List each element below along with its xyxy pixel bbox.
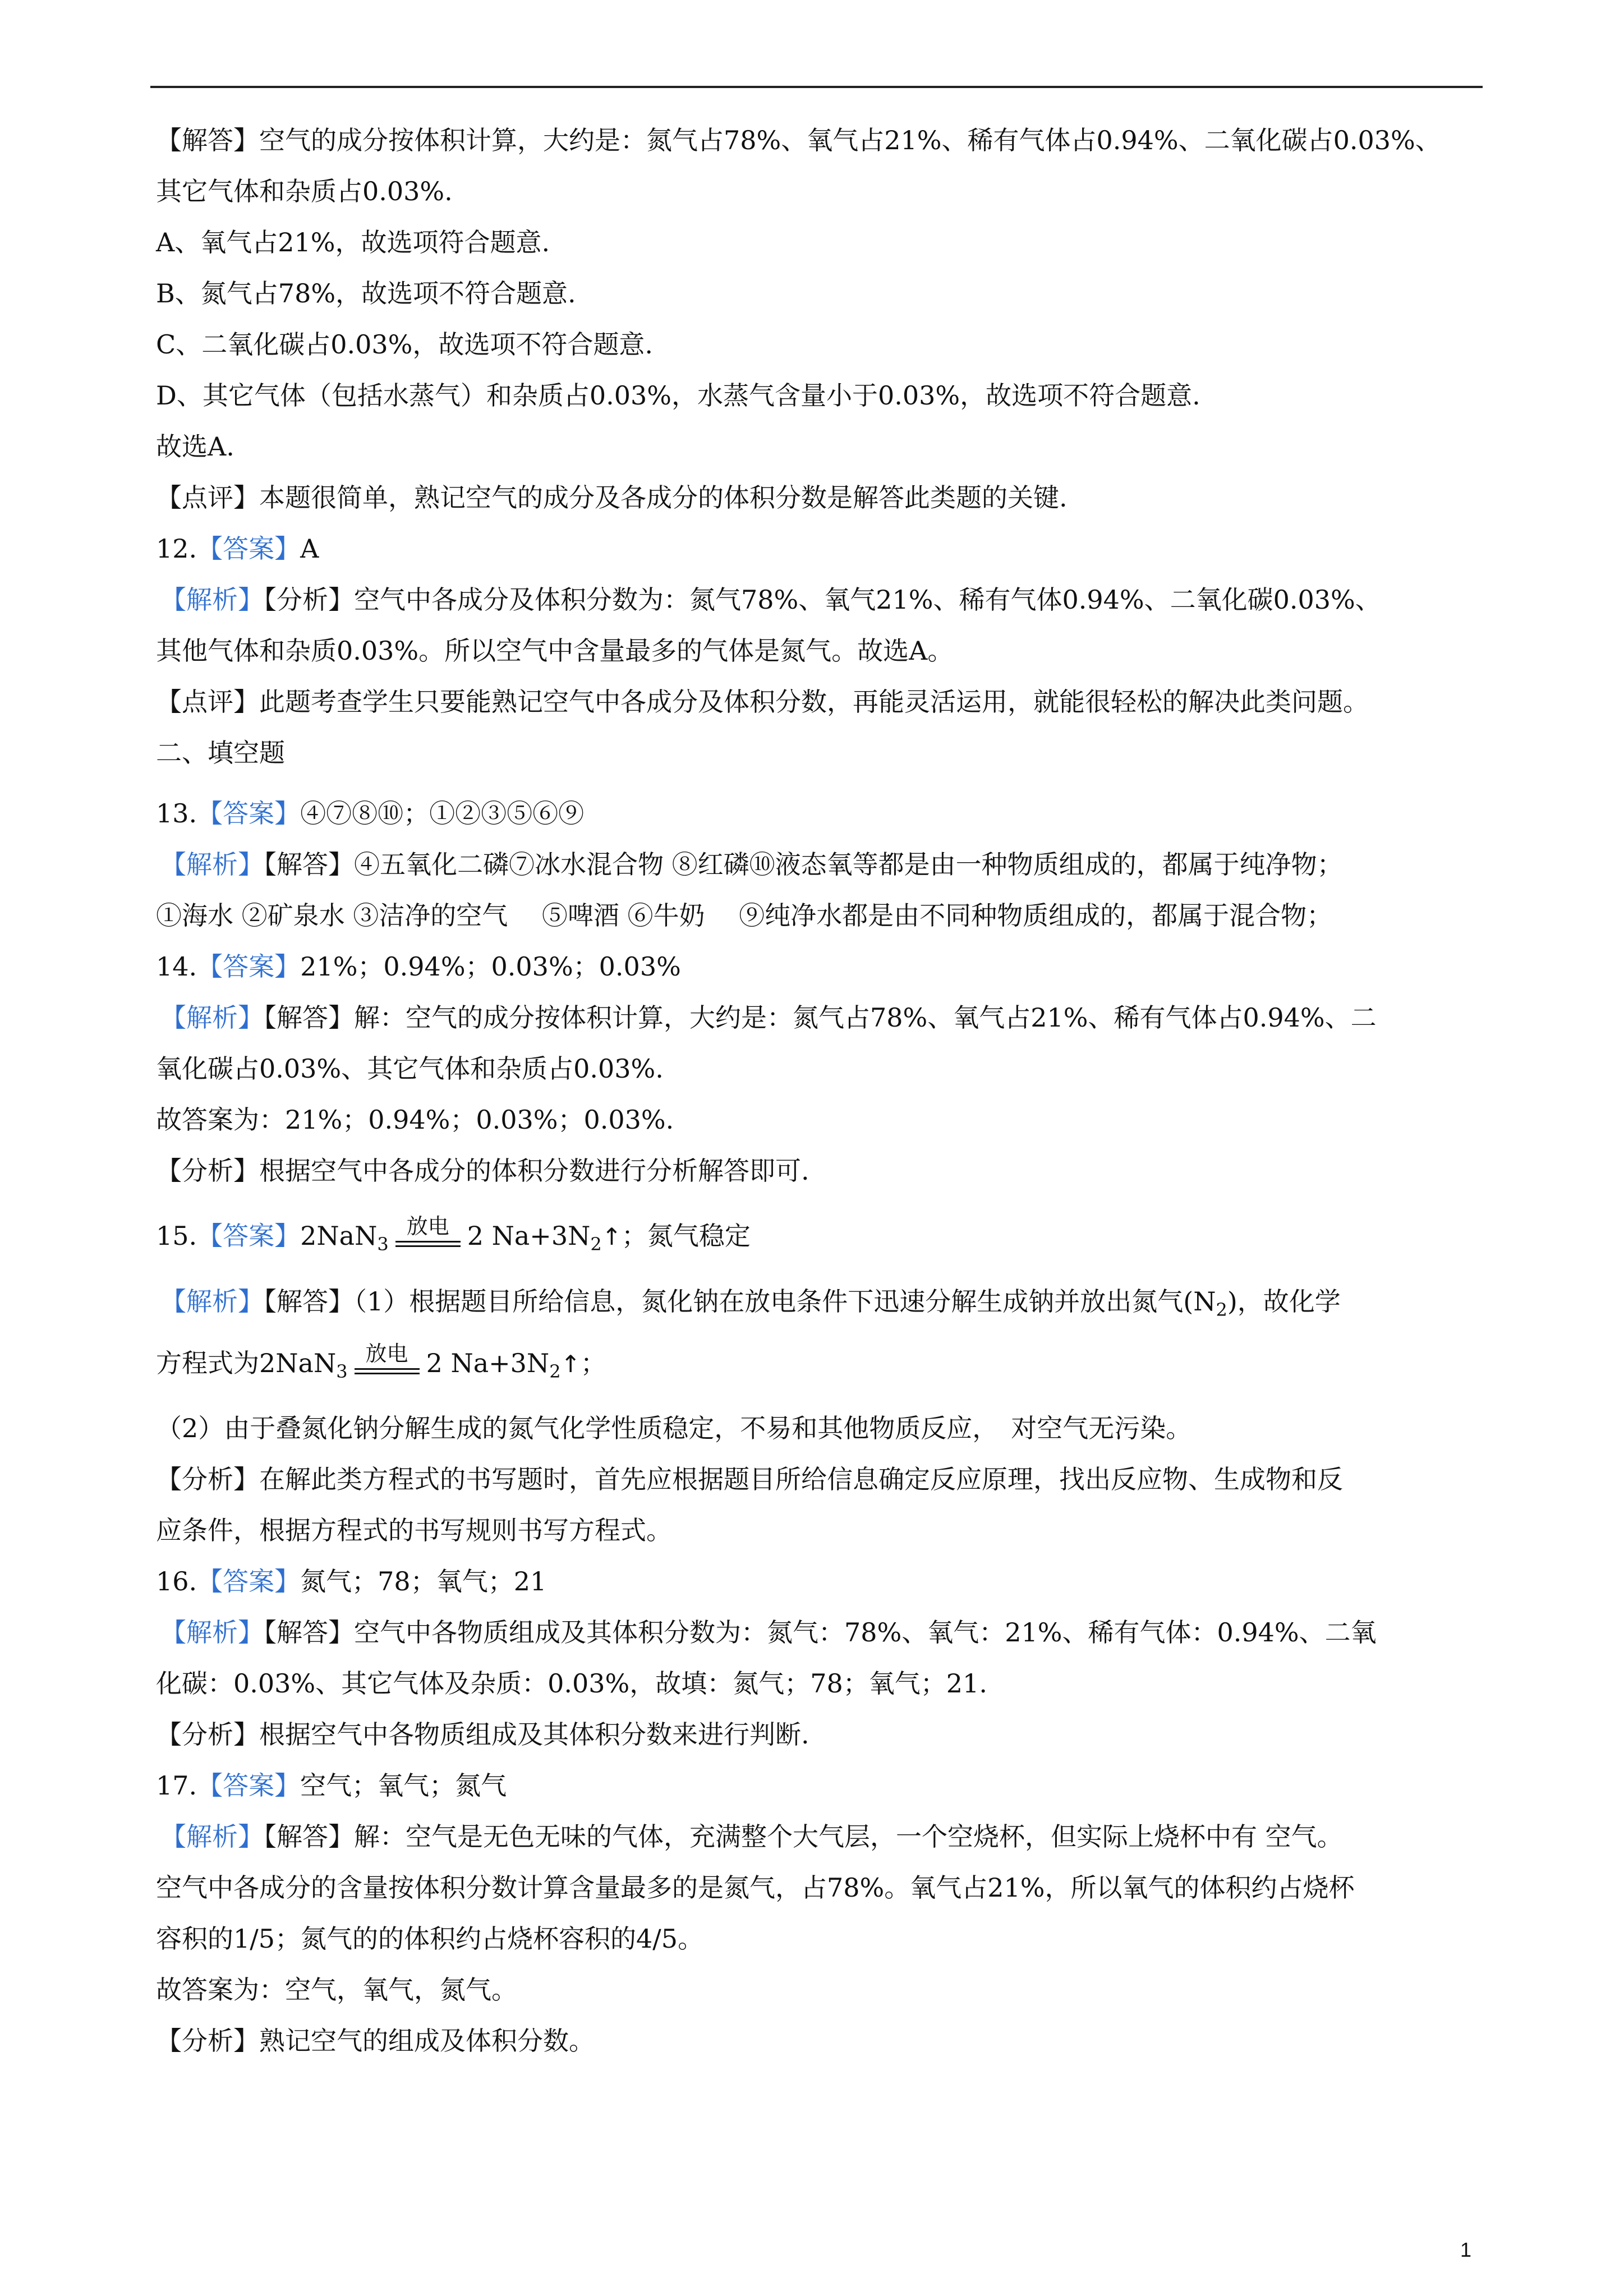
q14-number: 14. <box>156 951 197 982</box>
q12-answer: A <box>300 533 319 564</box>
text-span: 【解答】④五氧化二磷⑦冰水混合物 ⑧红磷⑩液态氧等都是由一种物质组成的，都属于纯净物； <box>264 849 1343 880</box>
formula-subscript: 3 <box>377 1234 389 1255</box>
q13-answer-line <box>156 797 584 830</box>
text-line: 氧化碳占0.03%、其它气体和杂质占0.03%. <box>156 1053 664 1084</box>
page-number: 1 <box>1460 2238 1472 2261</box>
text-line: 【解答】空气的成分按体积计算，大约是：氮气占78%、氧气占21%、稀有气体占0.94%、二氧化碳占0.03%、 <box>156 125 1441 155</box>
text-line: D、其它气体（包括水蒸气）和杂质占0.03%，水蒸气含量小于0.03%，故选项不符合题意. <box>156 380 1200 411</box>
analysis-tag: 【解析】 <box>160 1821 264 1852</box>
text-line: 其它气体和杂质占0.03%. <box>156 176 453 206</box>
q13-number: 13. <box>156 798 197 829</box>
q14-answer-line <box>156 950 681 983</box>
text-line: 故答案为：21%；0.94%；0.03%；0.03%. <box>156 1105 674 1135</box>
text-line: 故答案为：空气，氧气，氮气。 <box>156 1975 517 2005</box>
text-line: 化碳：0.03%、其它气体及杂质：0.03%，故填：氮气；78；氧气；21. <box>156 1668 987 1699</box>
q12-number: 12. <box>156 533 197 564</box>
condition-text: 放电 <box>406 1214 449 1239</box>
text-span: 【解答】空气中各物质组成及其体积分数为：氮气：78%、氧气：21%、稀有气体：0.94%、二氧 <box>264 1617 1377 1648</box>
condition-text: 放电 <box>365 1341 408 1366</box>
q15-equation-line: 方程式为2NaN$_3$ 放电 2 $Na+3N_2↑$； <box>156 1341 606 1394</box>
answer-tag: 【答案】 <box>197 1770 301 1801</box>
formula-subscript: 3 <box>336 1361 348 1382</box>
text-line: 其他气体和杂质0.03%。所以空气中含量最多的气体是氮气。故选A。 <box>156 636 954 666</box>
q14-analysis-line <box>160 1001 1377 1034</box>
answer-tag: 【答案】 <box>197 1566 301 1596</box>
text-line: 【点评】此题考查学生只要能熟记空气中各成分及体积分数，再能灵活运用，就能很轻松的解决此类问题。 <box>156 687 1369 717</box>
q17-number: 17. <box>156 1770 197 1801</box>
q15-number: 15. <box>156 1221 197 1251</box>
formula-text: 2 Na+3N <box>426 1348 550 1378</box>
q12-answer-line <box>156 532 319 565</box>
formula-text: 方程式为2NaN <box>156 1348 337 1378</box>
answer-tag: 【答案】 <box>197 798 301 829</box>
text-line: 故选A. <box>156 431 234 462</box>
gas-arrow-icon: ↑ <box>601 1223 622 1250</box>
text-line: 【点评】本题很简单，熟记空气的成分及各成分的体积分数是解答此类题的关键. <box>156 482 1068 513</box>
text-line: 【分析】熟记空气的组成及体积分数。 <box>156 2026 595 2056</box>
q15-answer-line <box>156 1213 751 1267</box>
section-heading: 二、填空题 <box>156 738 285 768</box>
q17-answer: 空气；氧气；氮气 <box>300 1770 507 1801</box>
text-line: 容积的1/5；氮气的的体积约占烧杯容积的4/5。 <box>156 1924 704 1954</box>
text-line: 【分析】在解此类方程式的书写题时，首先应根据题目所给信息确定反应原理，找出反应物、生成物和反 <box>156 1464 1343 1494</box>
analysis-tag: 【解析】 <box>160 1617 264 1648</box>
reaction-condition <box>349 1341 425 1385</box>
header-rule <box>150 86 1483 88</box>
formula-subscript: 2 <box>1216 1299 1227 1320</box>
reaction-condition <box>390 1214 466 1258</box>
text-line: ①海水 ②矿泉水 ③洁净的空气 ⑤啤酒 ⑥牛奶 ⑨纯净水都是由不同种物质组成的，都属于混合物； <box>156 900 1333 931</box>
formula-subscript: 2 <box>549 1361 561 1382</box>
analysis-tag: 【解析】 <box>160 1286 264 1317</box>
text-line: B、氮气占78%，故选项不符合题意. <box>156 278 576 309</box>
q15-analysis-line <box>160 1285 1341 1327</box>
q16-answer: 氮气；78；氧气；21 <box>300 1566 547 1596</box>
text-line: （2）由于叠氮化钠分解生成的氮气化学性质稳定，不易和其他物质反应， 对空气无污染。 <box>156 1413 1192 1443</box>
q14-answer: 21%；0.94%；0.03%；0.03% <box>300 951 681 982</box>
text-span: 【分析】空气中各成分及体积分数为：氮气78%、氧气21%、稀有气体0.94%、二氧化碳0.03%、 <box>264 585 1381 615</box>
analysis-tag: 【解析】 <box>160 849 264 880</box>
text-line: 应条件，根据方程式的书写规则书写方程式。 <box>156 1515 672 1545</box>
q16-answer-line <box>156 1565 546 1598</box>
q13-analysis-line <box>160 848 1343 881</box>
q12-analysis-line <box>160 583 1381 616</box>
text-span: )，故化学 <box>1227 1286 1341 1317</box>
formula-subscript: 2 <box>590 1234 602 1255</box>
answer-tag: 【答案】 <box>197 533 301 564</box>
analysis-tag: 【解析】 <box>160 1002 264 1033</box>
text-line: C、二氧化碳占0.03%，故选项不符合题意. <box>156 329 653 360</box>
answer-tag: 【答案】 <box>197 1221 301 1251</box>
q16-analysis-line <box>160 1616 1377 1649</box>
text-line: 空气中各成分的含量按体积分数计算含量最多的是氮气，占78%。氧气占21%，所以氧气的体积约占烧杯 <box>156 1872 1355 1903</box>
q16-number: 16. <box>156 1566 197 1596</box>
formula-text: 2 Na+3N <box>467 1221 591 1251</box>
formula-text: ；氮气稳定 <box>621 1221 751 1251</box>
text-span: 【解答】解：空气的成分按体积计算，大约是：氮气占78%、氧气占21%、稀有气体占0.94%、二 <box>264 1002 1377 1033</box>
text-line: 【分析】根据空气中各物质组成及其体积分数来进行判断. <box>156 1719 809 1750</box>
answer-tag: 【答案】 <box>197 951 301 982</box>
text-span: 【解答】解：空气是无色无味的气体，充满整个大气层，一个空烧杯，但实际上烧杯中有 空气。 <box>264 1821 1343 1852</box>
q17-analysis-line <box>160 1820 1343 1853</box>
gas-arrow-icon: ↑ <box>560 1350 581 1378</box>
analysis-tag: 【解析】 <box>160 585 264 615</box>
text-line: A、氧气占21%，故选项符合题意. <box>156 227 550 257</box>
q17-answer-line <box>156 1769 507 1802</box>
formula-text: 2NaN <box>300 1221 378 1251</box>
text-span: 【解答】（1）根据题目所给信息，氮化钠在放电条件下迅速分解生成钠并放出氮气(N <box>264 1286 1216 1317</box>
q13-answer: ④⑦⑧⑩；①②③⑤⑥⑨ <box>300 798 585 829</box>
text-line: 【分析】根据空气中各成分的体积分数进行分析解答即可. <box>156 1156 809 1186</box>
